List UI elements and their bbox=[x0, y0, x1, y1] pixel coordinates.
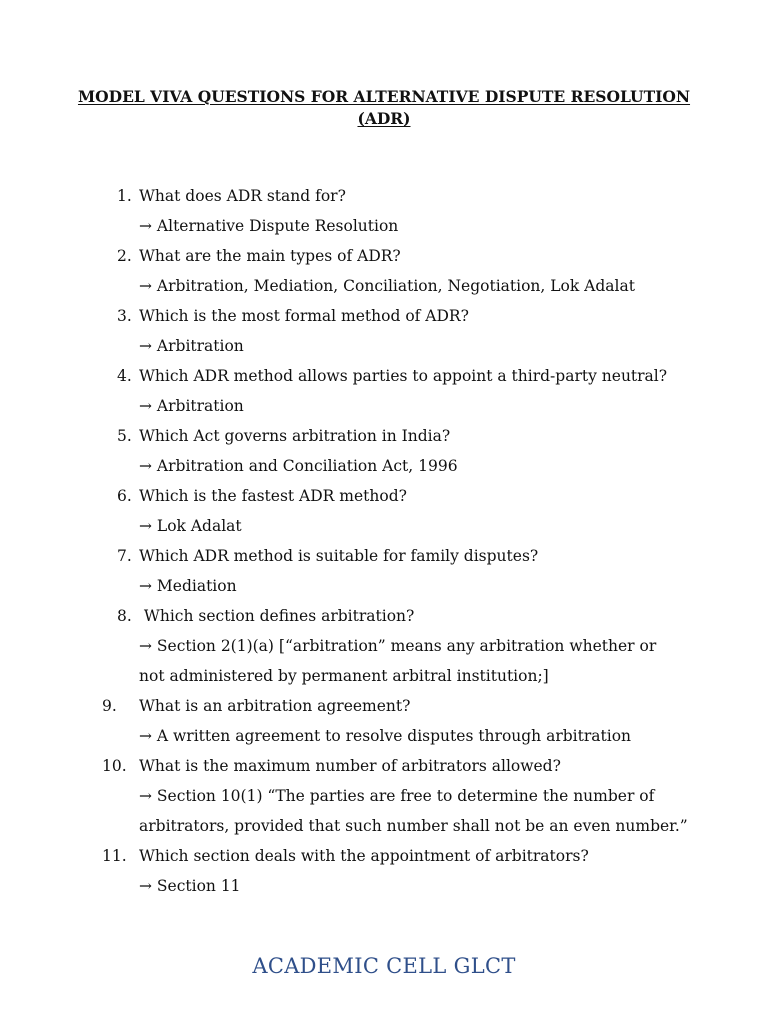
answer-text: → A written agreement to resolve disputes through arbitration bbox=[139, 727, 632, 745]
question-text: What is the maximum number of arbitrators allowed? bbox=[139, 757, 561, 775]
question-item bbox=[0, 361, 768, 421]
answer-text: → Mediation bbox=[139, 577, 237, 595]
question-number: 1. bbox=[117, 187, 132, 205]
answer-text: → Section 11 bbox=[139, 877, 241, 895]
question-number: 11. bbox=[102, 847, 127, 865]
answer-text: → Arbitration bbox=[139, 337, 244, 355]
answer-text: → Section 2(1)(a) [“arbitration” means any arbitration whether or bbox=[139, 637, 657, 655]
answer-text: → Lok Adalat bbox=[139, 517, 242, 535]
question-item bbox=[0, 841, 768, 901]
question-number: 7. bbox=[117, 547, 132, 565]
question-text: Which is the most formal method of ADR? bbox=[139, 307, 469, 325]
question-text: Which ADR method is suitable for family disputes? bbox=[139, 547, 539, 565]
question-number: 6. bbox=[117, 487, 132, 505]
question-item bbox=[0, 751, 768, 841]
question-item bbox=[0, 541, 768, 601]
answer-text: → Arbitration bbox=[139, 397, 244, 415]
question-item bbox=[0, 241, 768, 301]
question-number: 3. bbox=[117, 307, 132, 325]
question-list bbox=[0, 181, 768, 901]
answer-text-continued: not administered by permanent arbitral institution;] bbox=[139, 667, 549, 685]
answer-text-continued: arbitrators, provided that such number shall not be an even number.” bbox=[139, 817, 688, 835]
question-number: 2. bbox=[117, 247, 132, 265]
question-item bbox=[0, 601, 768, 691]
question-item bbox=[0, 301, 768, 361]
question-text: Which section deals with the appointment of arbitrators? bbox=[139, 847, 589, 865]
question-number: 5. bbox=[117, 427, 132, 445]
answer-text: → Arbitration and Conciliation Act, 1996 bbox=[139, 457, 458, 475]
question-text: What is an arbitration agreement? bbox=[139, 697, 411, 715]
question-number: 9. bbox=[102, 697, 117, 715]
answer-text: → Arbitration, Mediation, Conciliation, Negotiation, Lok Adalat bbox=[139, 277, 635, 295]
question-text: Which is the fastest ADR method? bbox=[139, 487, 407, 505]
title-line-2: (ADR) bbox=[357, 109, 411, 128]
question-text: What does ADR stand for? bbox=[139, 187, 346, 205]
question-item bbox=[0, 691, 768, 751]
question-number: 10. bbox=[102, 757, 127, 775]
question-text: Which ADR method allows parties to appoint a third-party neutral? bbox=[139, 367, 668, 385]
question-text: Which section defines arbitration? bbox=[139, 607, 415, 625]
question-item bbox=[0, 481, 768, 541]
title-line-1: MODEL VIVA QUESTIONS FOR ALTERNATIVE DISPUTE RESOLUTION bbox=[77, 87, 691, 106]
answer-text: → Alternative Dispute Resolution bbox=[139, 217, 399, 235]
question-item bbox=[0, 181, 768, 241]
question-item bbox=[0, 421, 768, 481]
question-text: What are the main types of ADR? bbox=[139, 247, 401, 265]
question-number: 8. bbox=[117, 607, 132, 625]
answer-text: → Section 10(1) “The parties are free to determine the number of bbox=[139, 787, 655, 805]
footer-label: ACADEMIC CELL GLCT bbox=[252, 954, 516, 978]
question-number: 4. bbox=[117, 367, 132, 385]
document-title bbox=[60, 86, 708, 130]
question-text: Which Act governs arbitration in India? bbox=[139, 427, 451, 445]
